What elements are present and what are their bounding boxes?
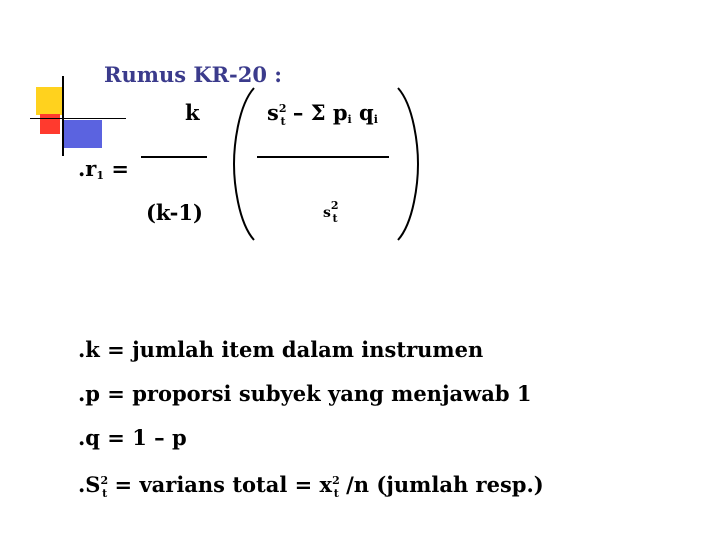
formula-numerator-expression: $s^2_t$ – Σ $p_i$ $q_i$ xyxy=(267,100,378,128)
slide-title: Rumus KR-20 : xyxy=(104,62,283,87)
fraction-bar-left xyxy=(141,156,207,158)
definition-q: .q = 1 – p xyxy=(78,425,187,450)
left-parenthesis-icon xyxy=(232,86,256,242)
definition-st: $.S^2_t$ = varians total = $x^2_t$ /n (jumlah resp.) xyxy=(78,472,544,500)
formula-lhs: $.r_1$ = xyxy=(78,156,129,182)
formula-denominator-s: $s^2_t$ xyxy=(323,199,339,225)
definition-p: .p = proporsi subyek yang menjawab 1 xyxy=(78,381,532,406)
definition-k: .k = jumlah item dalam instrumen xyxy=(78,337,484,362)
decor-vertical-line xyxy=(62,76,64,156)
fraction-bar-right xyxy=(257,156,389,158)
decor-square-red xyxy=(40,114,60,134)
formula-numerator-k: k xyxy=(185,100,200,125)
right-parenthesis-icon xyxy=(396,86,420,242)
decor-square-yellow xyxy=(36,87,64,115)
decor-square-blue xyxy=(62,120,102,148)
decor-horizontal-line xyxy=(30,118,126,119)
formula-denominator-k: (k-1) xyxy=(146,200,203,225)
